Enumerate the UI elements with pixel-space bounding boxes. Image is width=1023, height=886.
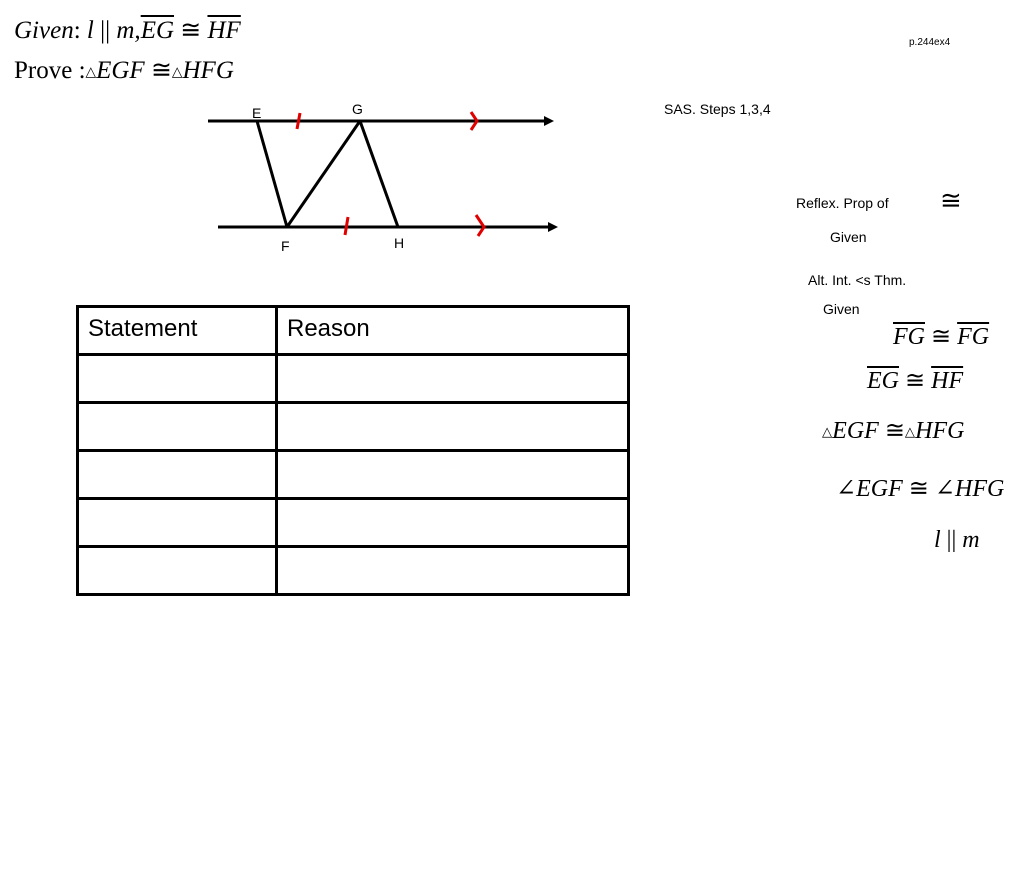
statement-option-triangles-congruent[interactable]: △EGF ≅△HFG: [822, 418, 965, 444]
segment-ef: [257, 121, 287, 227]
page-reference: p.244ex4: [909, 37, 951, 48]
statement-header: Statement: [78, 307, 277, 355]
reason-cell[interactable]: [277, 451, 629, 499]
statement-option-eg-hf-congruent[interactable]: $\overline{EG}$ ≅ $\overline{HF}$: [867, 368, 964, 394]
triangle-icon: △: [822, 424, 833, 440]
point-label-g: G: [352, 101, 363, 117]
angle-icon: ∠: [836, 476, 857, 502]
table-row: [78, 451, 629, 499]
reason-header: Reason: [277, 307, 629, 355]
reason-cell[interactable]: [277, 403, 629, 451]
reason-option-given[interactable]: Given: [830, 229, 867, 245]
geometry-diagram: [0, 0, 1023, 300]
point-label-h: H: [394, 235, 405, 251]
statement-cell[interactable]: [78, 451, 277, 499]
given-statement: Given: l || $m,\overline{EG}$ ≅ $\overline{HF}$: [14, 17, 241, 44]
statement-cell[interactable]: [78, 499, 277, 547]
table-header-row: [78, 307, 629, 355]
reason-cell[interactable]: [277, 499, 629, 547]
tick-mark-fh: [345, 217, 348, 235]
table-row: [78, 499, 629, 547]
triangle-icon: △: [85, 63, 97, 79]
segment-hf: $\overline{HF}$: [207, 17, 241, 44]
reason-option-reflexive[interactable]: Reflex. Prop of: [796, 195, 889, 211]
line-l-arrowhead: [544, 116, 554, 126]
statement-option-parallel-lines[interactable]: l || m: [934, 527, 980, 553]
congruent-symbol-icon[interactable]: ≅: [940, 186, 962, 216]
prove-statement: Prove :△EGF ≅△HFG: [14, 57, 234, 84]
triangle-icon: △: [171, 63, 183, 79]
reason-option-given[interactable]: Given: [823, 301, 860, 317]
statement-cell[interactable]: [78, 403, 277, 451]
segment-gh: [360, 121, 398, 227]
point-label-e: E: [252, 105, 262, 121]
prove-label: Prove: [14, 57, 73, 84]
statement-cell[interactable]: [78, 355, 277, 403]
statement-cell[interactable]: [78, 547, 277, 595]
reason-cell[interactable]: [277, 547, 629, 595]
segment-fg: [287, 121, 360, 227]
line-m-arrowhead: [548, 222, 558, 232]
given-label: Given: [14, 17, 74, 44]
statement-option-fg-congruent[interactable]: $\overline{FG}$ ≅ $\overline{FG}$: [893, 324, 990, 350]
angle-icon: ∠: [934, 476, 955, 502]
table-row: [78, 403, 629, 451]
reason-option-alt-int-angles[interactable]: Alt. Int. <s Thm.: [808, 272, 907, 288]
hint-text: SAS. Steps 1,3,4: [664, 101, 771, 117]
triangle-icon: △: [904, 424, 916, 440]
segment-eg: $\overline{EG}$: [140, 17, 175, 44]
tick-mark-eg: [297, 113, 300, 129]
table-row: [78, 355, 629, 403]
statement-option-angles-congruent[interactable]: ∠EGF ≅ ∠HFG: [836, 476, 1005, 502]
reason-cell[interactable]: [277, 355, 629, 403]
proof-table: [76, 305, 630, 596]
table-row: [78, 547, 629, 595]
point-label-f: F: [281, 238, 290, 254]
